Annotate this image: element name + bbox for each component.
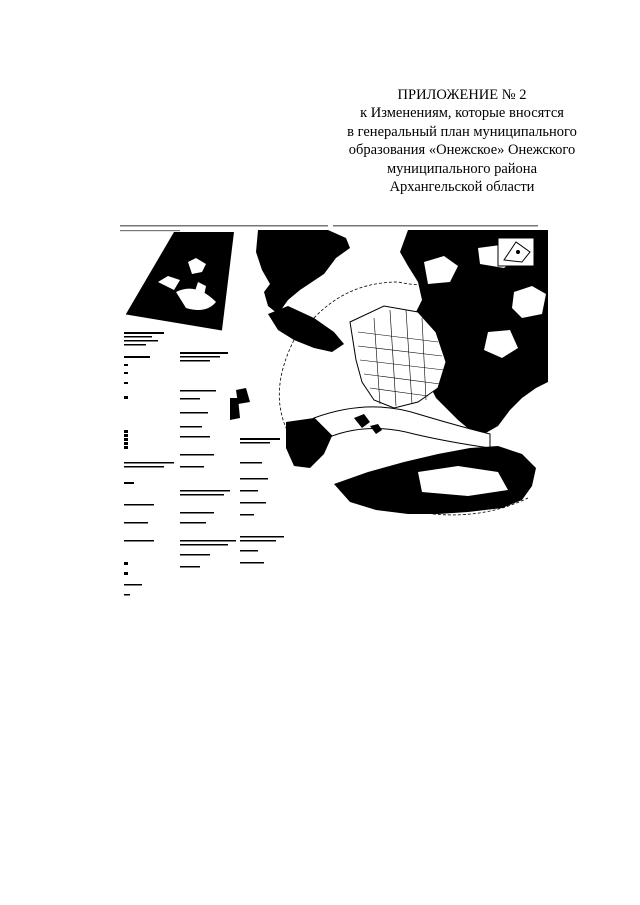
subtitle-line-1: к Изменениям, которые вносятся — [360, 105, 564, 122]
subtitle-line-5: Архангельской области — [389, 179, 535, 196]
general-plan-map-figure — [118, 222, 548, 600]
map-legend-right — [240, 438, 284, 564]
general-plan-map-icon — [118, 222, 548, 600]
subtitle-line-2: в генеральный план муниципального — [347, 123, 577, 140]
subtitle-line-4: муниципального района — [387, 160, 537, 177]
main-map — [230, 230, 548, 515]
map-legend-middle — [180, 352, 236, 568]
inset-map — [126, 232, 234, 330]
appendix-heading — [312, 86, 612, 196]
subtitle-line-3: образования «Онежское» Онежского — [348, 142, 576, 159]
map-legend — [124, 332, 174, 596]
appendix-title: ПРИЛОЖЕНИЕ № 2 — [397, 87, 527, 103]
